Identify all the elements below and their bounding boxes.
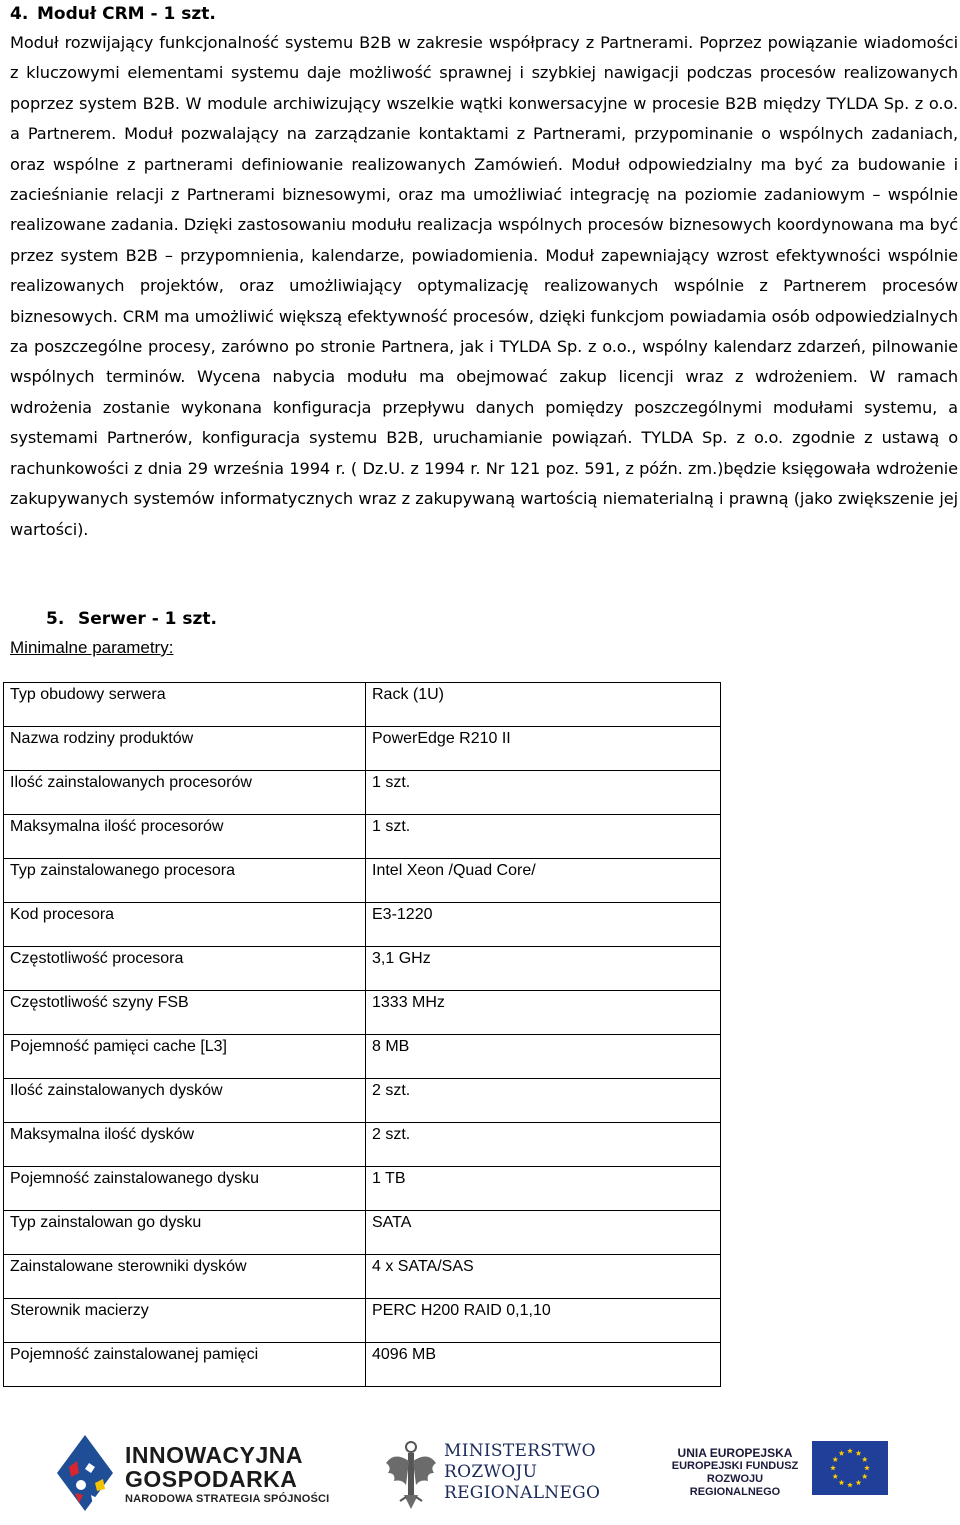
server-parameters-table <box>3 682 721 1387</box>
section-5-heading <box>46 605 217 633</box>
param-value-cell: PERC H200 RAID 0,1,10 <box>366 1299 721 1343</box>
param-value-cell: Intel Xeon /Quad Core/ <box>366 859 721 903</box>
table-row <box>4 1123 721 1167</box>
param-value-cell: 1333 MHz <box>366 991 721 1035</box>
footer-logos <box>0 1425 960 1525</box>
table-row <box>4 815 721 859</box>
param-name-cell: Maksymalna ilość procesorów <box>4 815 366 859</box>
ig-line-3: NARODOWA STRATEGIA SPÓJNOŚCI <box>125 1493 330 1505</box>
param-name-cell: Pojemność pamięci cache [L3] <box>4 1035 366 1079</box>
param-name-cell: Pojemność zainstalowanego dysku <box>4 1167 366 1211</box>
param-name-cell: Typ obudowy serwera <box>4 683 366 727</box>
ig-line-2: GOSPODARKA <box>125 1466 298 1492</box>
param-value-cell: Rack (1U) <box>366 683 721 727</box>
mrr-line-1: MINISTERSTWO <box>444 1441 596 1461</box>
ue-line-1: UNIA EUROPEJSKA <box>677 1446 793 1460</box>
section-4-paragraph: Moduł rozwijający funkcjonalność systemu B2B w zakresie współpracy z Partnerami. Poprzez powiązanie wiadomości z kluczowymi elementami systemu daje możliwość sprawnej i szybkiej nawigacji podczas procesów realizowanych poprzez system B2B. W module archiwizujący wszelkie wątki konwersacyjne w procesie B2B między TYLDA Sp. z o.o. a Partnerem. Moduł pozwalający na zarządzanie kontaktami z Partnerami, przypominanie o wspólnych zadaniach, oraz wspólne z partnerami definiowanie realizowanych Zamówień. Moduł odpowiedzialny ma być za budowanie i zacieśnianie relacji z Partnerami biznesowymi, oraz ma umożliwiać integrację na poziomie zadaniowym – wspólnie realizowane zadania. Dzięki zastosowaniu modułu realizacja wspólnych procesów biznesowych koordynowana ma być przez system B2B – przypomnienia, kalendarze, powiadomienia. Moduł zapewniający wzrost efektywności wspólnie realizowanych projektów, oraz umożliwiający optymalizację realizowanych wspólnie z Partnerem procesów biznesowych. CRM ma umożliwić większą efektywność procesów, dzięki funkcjom powiadamia osób odpowiedzialnych za poszczególne procesy, zarówno po stronie Partnera, jak i TYLDA Sp. z o.o., wspólny kalendarz zdarzeń, pilnowanie wspólnych terminów. Wycena nabycia modułu ma obejmować zakup licencji wraz z wdrożeniem. W ramach wdrożenia zostanie wykonana konfiguracja przepływu danych pomiędzy poszczególnymi modułami systemu, a systemami Partnerów, konfiguracja systemu B2B, uruchamianie powiązań. TYLDA Sp. z o.o. zgodnie z ustawą o rachunkowości z dnia 29 września 1994 r. ( Dz.U. z 1994 r. Nr 121 poz. 591, z późn. zm.)będzie księgowała wdrożenie zakupywanych systemów informatycznych wraz z zakupywaną wartością niematerialną i prawną (jako zwiększenie jej wartości). <box>10 33 958 539</box>
table-row <box>4 1167 721 1211</box>
param-value-cell: 2 szt. <box>366 1079 721 1123</box>
table-row <box>4 1079 721 1123</box>
minimum-parameters-subheading: Minimalne parametry: <box>10 638 174 657</box>
section-4-title: Moduł CRM - 1 szt. <box>37 4 216 24</box>
table-row <box>4 1211 721 1255</box>
section-5-title: Serwer - 1 szt. <box>78 609 218 629</box>
server-parameters-body <box>4 683 721 1387</box>
ue-line-3: ROZWOJU REGIONALNEGO <box>689 1473 781 1498</box>
param-name-cell: Maksymalna ilość dysków <box>4 1123 366 1167</box>
table-row <box>4 1035 721 1079</box>
innowacyjna-gospodarka-logo-icon <box>55 1433 115 1513</box>
param-name-cell: Pojemność zainstalowanej pamięci <box>4 1343 366 1387</box>
param-value-cell: 1 TB <box>366 1167 721 1211</box>
mrr-line-2: ROZWOJU <box>444 1462 538 1482</box>
table-row <box>4 1343 721 1387</box>
ue-line-2: EUROPEJSKI FUNDUSZ <box>671 1460 799 1472</box>
table-row <box>4 1255 721 1299</box>
ministerstwo-text <box>444 1441 600 1504</box>
table-row <box>4 683 721 727</box>
param-name-cell: Typ zainstalowan go dysku <box>4 1211 366 1255</box>
table-row <box>4 991 721 1035</box>
param-name-cell: Częstotliwość szyny FSB <box>4 991 366 1035</box>
param-value-cell: 1 szt. <box>366 815 721 859</box>
section-4-heading <box>10 0 216 28</box>
param-name-cell: Zainstalowane sterowniki dysków <box>4 1255 366 1299</box>
eu-fund-text <box>668 1447 802 1499</box>
param-value-cell: PowerEdge R210 II <box>366 727 721 771</box>
param-value-cell: E3-1220 <box>366 903 721 947</box>
section-4-number: 4. <box>10 4 29 24</box>
polish-eagle-emblem-icon <box>382 1437 440 1513</box>
table-row <box>4 1299 721 1343</box>
table-row <box>4 947 721 991</box>
param-name-cell: Ilość zainstalowanych procesorów <box>4 771 366 815</box>
param-name-cell: Nazwa rodziny produktów <box>4 727 366 771</box>
innowacyjna-gospodarka-text <box>125 1443 329 1507</box>
param-name-cell: Częstotliwość procesora <box>4 947 366 991</box>
table-row <box>4 771 721 815</box>
ig-line-1: INNOWACYJNA <box>125 1442 304 1468</box>
section-5-number: 5. <box>46 609 65 629</box>
param-name-cell: Ilość zainstalowanych dysków <box>4 1079 366 1123</box>
table-row <box>4 859 721 903</box>
eu-flag-icon <box>812 1441 888 1495</box>
param-name-cell: Sterownik macierzy <box>4 1299 366 1343</box>
param-value-cell: 4 x SATA/SAS <box>366 1255 721 1299</box>
param-value-cell: 8 MB <box>366 1035 721 1079</box>
param-name-cell: Typ zainstalowanego procesora <box>4 859 366 903</box>
table-row <box>4 903 721 947</box>
param-name-cell: Kod procesora <box>4 903 366 947</box>
param-value-cell: 1 szt. <box>366 771 721 815</box>
param-value-cell: 4096 MB <box>366 1343 721 1387</box>
param-value-cell: 3,1 GHz <box>366 947 721 991</box>
param-value-cell: 2 szt. <box>366 1123 721 1167</box>
table-row <box>4 727 721 771</box>
mrr-line-3: REGIONALNEGO <box>444 1483 601 1503</box>
param-value-cell: SATA <box>366 1211 721 1255</box>
